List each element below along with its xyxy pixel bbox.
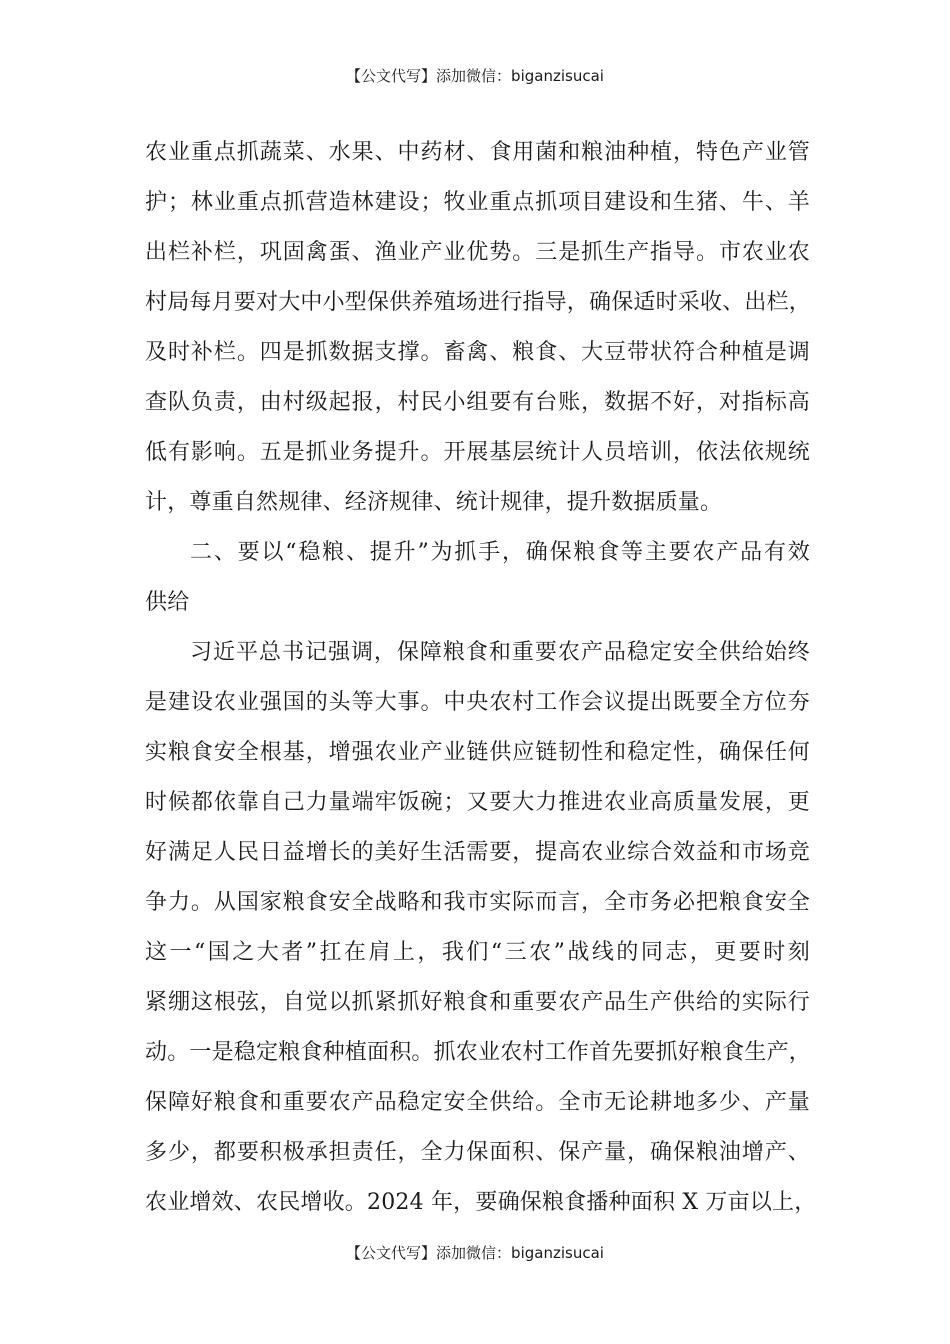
page-footer: 【公文代写】添加微信：biganzisucai <box>346 1244 604 1262</box>
paragraph-line: 动。一是稳定粮食种植面积。抓农业农村工作首先要抓好粮食生产， <box>145 1040 812 1065</box>
paragraph-line: 及时补栏。四是抓数据支撑。畜禽、粮食、大豆带状符合种植是调 <box>145 340 810 365</box>
paragraph-line: 习近平总书记强调，保障粮食和重要农产品稳定安全供给始终 <box>190 640 810 665</box>
paragraph-line: 护；林业重点抓营造林建设；牧业重点抓项目建设和生猪、牛、羊 <box>145 190 810 215</box>
section-heading-line: 二、要以“稳粮、提升”为抓手，确保粮食等主要农产品有效 <box>190 540 810 565</box>
section-heading-line: 供给 <box>145 590 190 615</box>
paragraph-line: 保障好粮食和重要农产品稳定安全供给。全市无论耕地多少、产量 <box>145 1090 810 1115</box>
paragraph-line: 低有影响。五是抓业务提升。开展基层统计人员培训，依法依规统 <box>145 440 810 465</box>
paragraph-line: 紧绷这根弦，自觉以抓紧抓好粮食和重要农产品生产供给的实际行 <box>145 990 810 1015</box>
paragraph-line: 计，尊重自然规律、经济规律、统计规律，提升数据质量。 <box>145 490 723 515</box>
paragraph-line: 村局每月要对大中小型保供养殖场进行指导，确保适时采收、出栏， <box>145 290 812 315</box>
paragraph-line: 实粮食安全根基，增强农业产业链供应链韧性和稳定性，确保任何 <box>145 740 810 765</box>
paragraph-line: 出栏补栏，巩固禽蛋、渔业产业优势。三是抓生产指导。市农业农 <box>145 240 810 265</box>
paragraph-line: 好满足人民日益增长的美好生活需要，提高农业综合效益和市场竞 <box>145 840 810 865</box>
paragraph-line: 是建设农业强国的头等大事。中央农村工作会议提出既要全方位夯 <box>145 690 810 715</box>
paragraph-line: 这一“国之大者”扛在肩上，我们“三农”战线的同志，更要时刻 <box>145 940 810 965</box>
paragraph-line: 多少，都要积极承担责任，全力保面积、保产量，确保粮油增产、 <box>145 1140 810 1165</box>
document-body <box>145 128 817 1228</box>
paragraph-line: 时候都依靠自己力量端牢饭碗；又要大力推进农业高质量发展，更 <box>145 790 810 815</box>
page-header: 【公文代写】添加微信：biganzisucai <box>346 67 604 85</box>
paragraph-line: 农业重点抓蔬菜、水果、中药材、食用菌和粮油种植，特色产业管 <box>145 140 810 165</box>
paragraph-line: 争力。从国家粮食安全战略和我市实际而言，全市务必把粮食安全 <box>145 890 810 915</box>
paragraph-line: 查队负责，由村级起报，村民小组要有台账，数据不好，对指标高 <box>145 390 810 415</box>
paragraph-line: 农业增效、农民增收。2024 年，要确保粮食播种面积 X 万亩以上， <box>145 1190 817 1215</box>
